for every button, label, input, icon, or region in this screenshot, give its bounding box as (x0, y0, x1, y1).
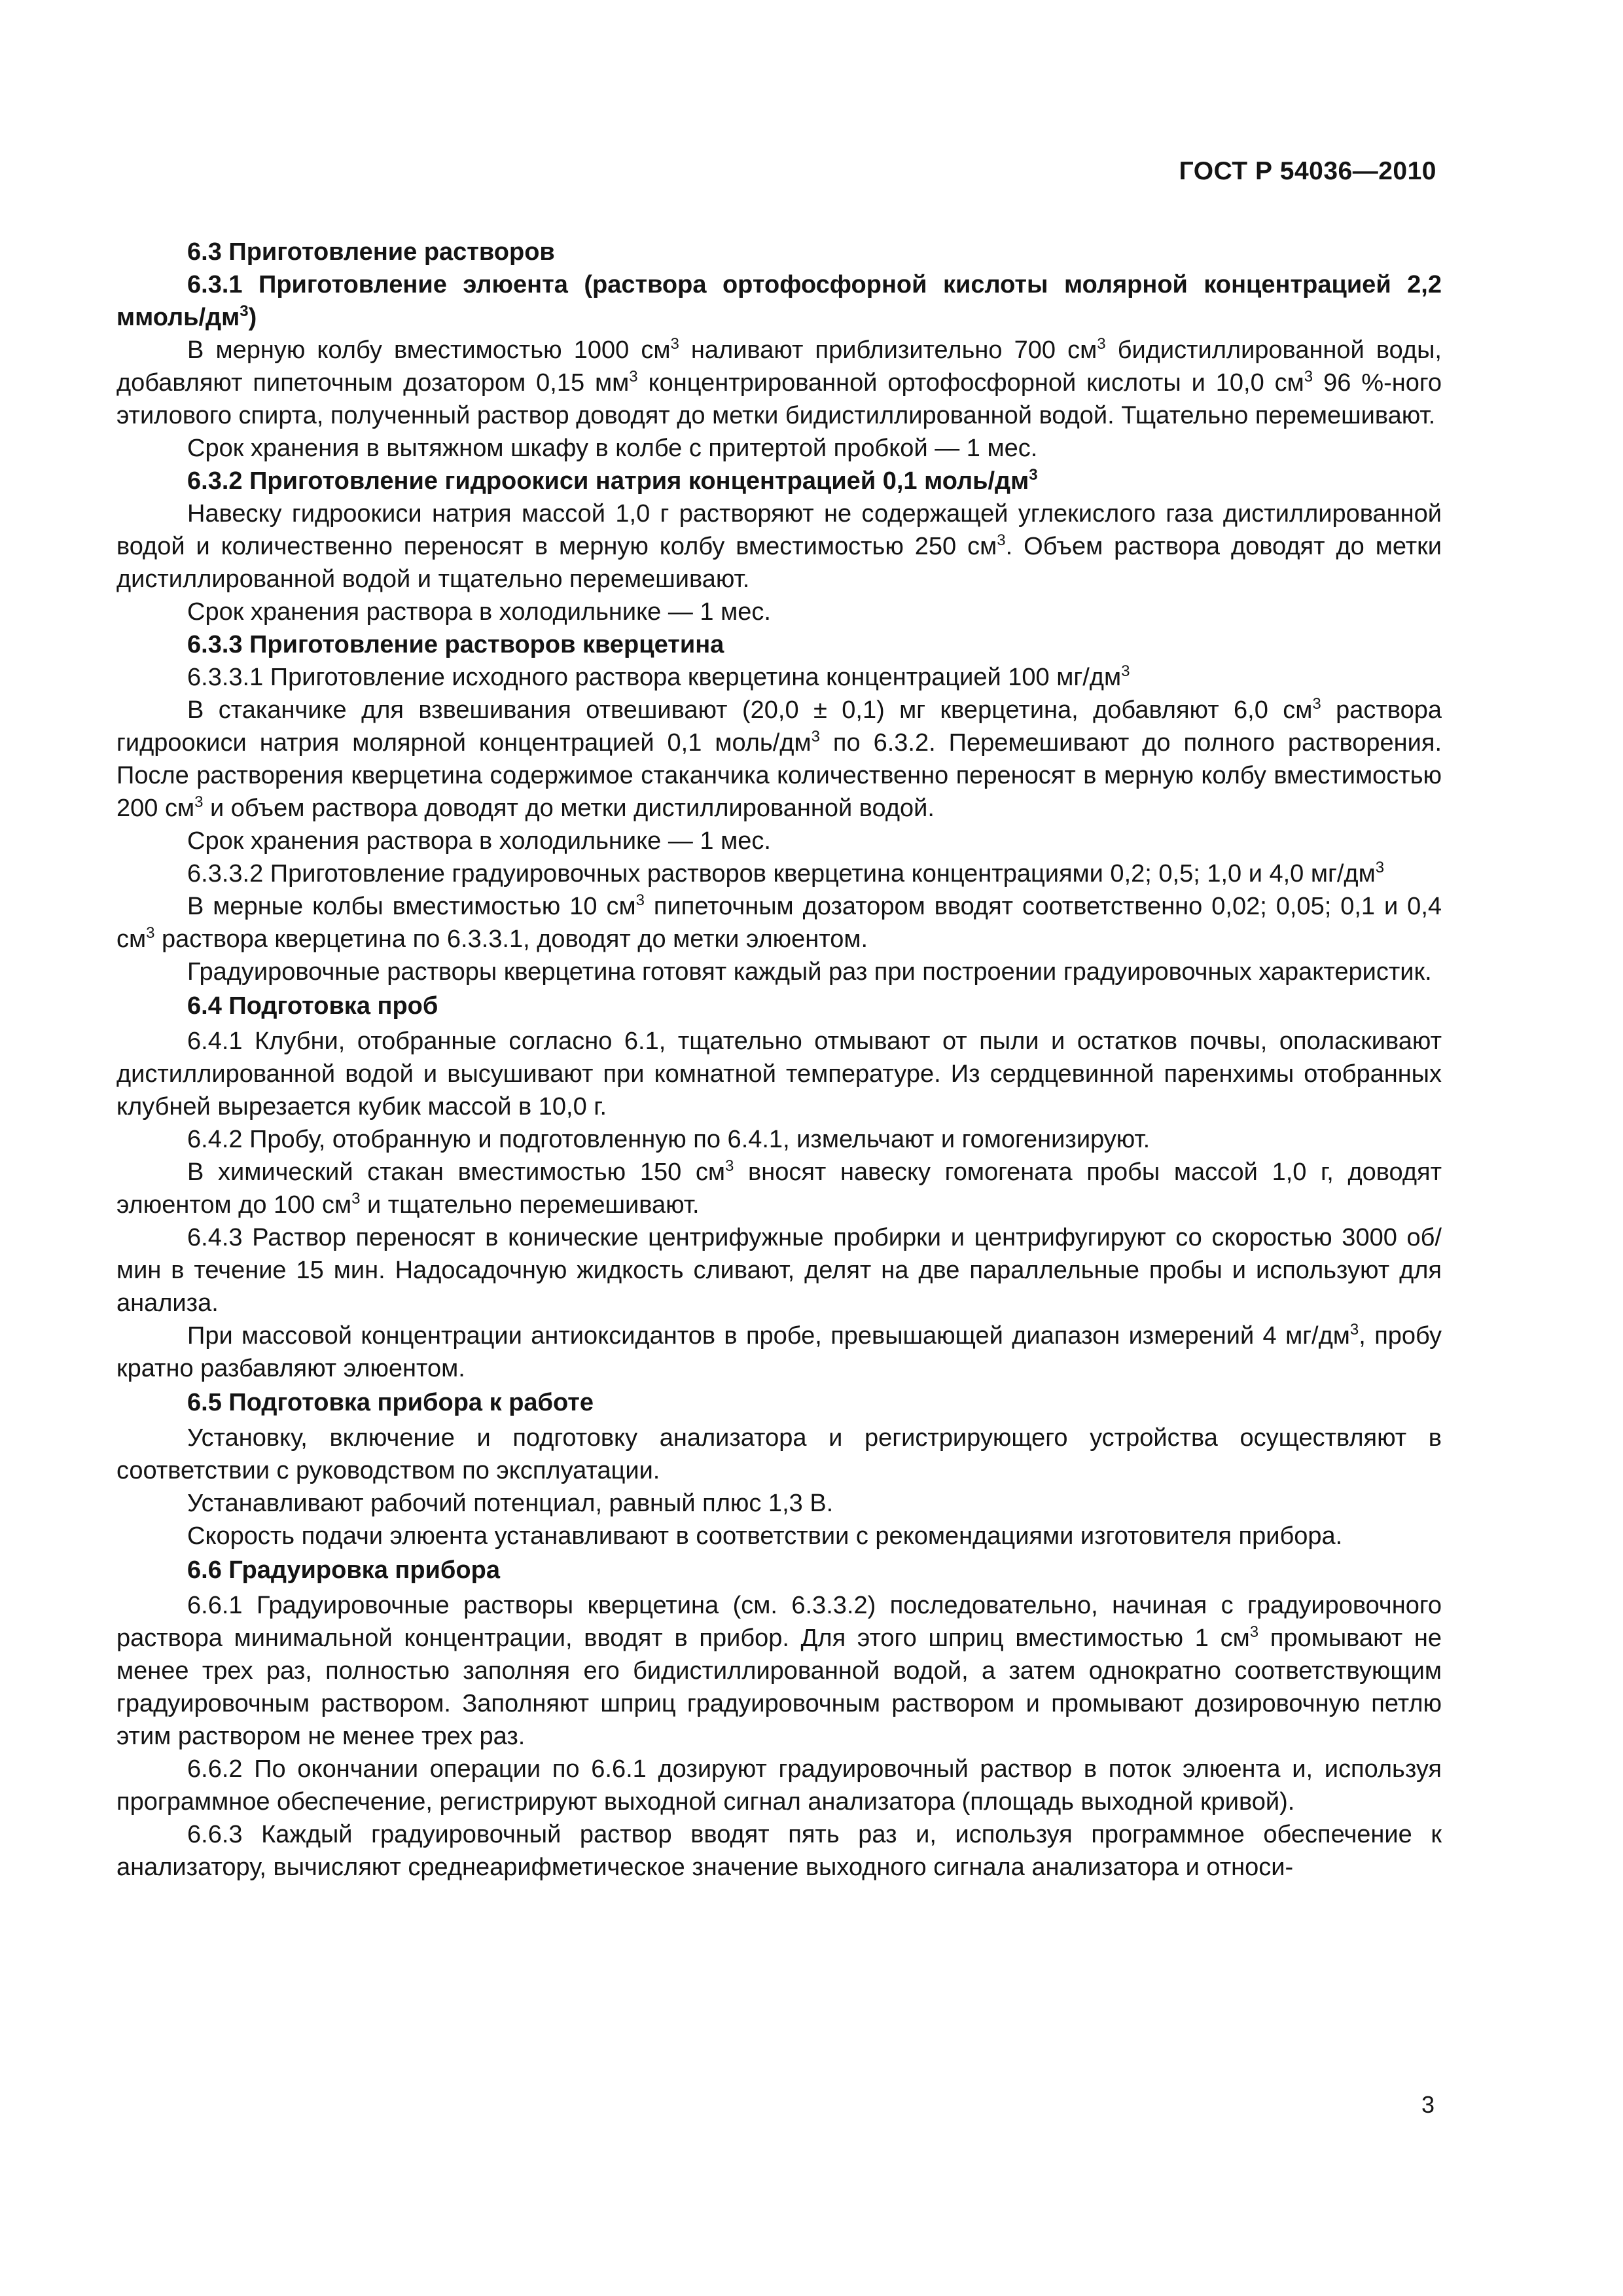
paragraph: В стаканчике для взвешивания отвешивают (20,0 ± 0,1) мг кверцетина, добавляют 6,0 $см^3$ раствора гидроокиси натрия молярной концентрацией 0,1 моль/$дм^3$ по 6.3.2. Перемешивают до полного растворения. После растворения кверцетина содержимое стаканчика количественно переносят в мерную колбу вместимостью 200 $см^3$ и объем раствора доводят до метки дистиллированной водой. (116, 695, 1442, 822)
section-heading-6-3: 6.3 Приготовление растворов (187, 238, 555, 266)
paragraph: В мерную колбу вместимостью 1000 $см^3$ наливают приблизительно 700 $см^3$ бидистиллированной воды, добавляют пипеточным дозатором 0,15 $мм^3$ концентрированной ортофосфорной кислоты и 10,0 $см^3$ 96 %-ного этилового спирта, полученный раствор доводят до метки бидистиллированной водой. Тщательно перемешивают. (116, 335, 1442, 429)
paragraph: 6.3.3.1 Приготовление исходного раствора кверцетина концентрацией 100 $мг/дм^3$ (187, 662, 1130, 691)
paragraph: При массовой концентрации антиоксидантов в пробе, превышающей диапазон измерений 4 $мг/дм^3$, пробу кратно разбавляют элюентом. (116, 1321, 1442, 1382)
paragraph: В мерные колбы вместимостью 10 $см^3$ пипеточным дозатором вводят соответственно 0,02; 0,05; 0,1 и 0,4 $см^3$ раствора кверцетина по 6.3.3.1, доводят до метки элюентом. (116, 891, 1442, 953)
paragraph: Срок хранения в вытяжном шкафу в колбе с притертой пробкой — 1 мес. (187, 435, 1038, 462)
paragraph: Навеску гидроокиси натрия массой 1,0 г растворяют не содержащей углекислого газа дистиллированной водой и количественно переносят в мерную колбу вместимостью 250 $см^3$. Объем раствора доводят до метки дистиллированной водой и тщательно перемешивают. (116, 500, 1442, 593)
subsection-heading-6-3-3: 6.3.3 Приготовление растворов кверцетина (187, 631, 724, 658)
paragraph: Установку, включение и подготовку анализатора и регистрирующего устройства осуществляют в соответствии с руководством по эксплуатации. (116, 1424, 1442, 1484)
paragraph: В химический стакан вместимостью 150 $см^3$ вносят навеску гомогената пробы массой 1,0 г, доводят элюентом до 100 $см^3$ и тщательно перемешивают. (116, 1157, 1442, 1219)
document-body (116, 236, 1442, 1884)
section-heading-6-6: 6.6 Градуировка прибора (187, 1556, 500, 1584)
paragraph: 6.4.3 Раствор переносят в конические центрифужные пробирки и центрифугируют со скоростью 3000 об/мин в течение 15 мин. Надосадочную жидкость сливают, делят на две параллельные пробы и используют для анализа. (116, 1224, 1442, 1317)
section-heading-6-5: 6.5 Подготовка прибора к работе (187, 1389, 594, 1416)
subsection-heading-6-3-1: 6.3.1 Приготовление элюента (раствора ортофосфорной кислоты молярной концентрацией 2,2 ммоль/$дм^3$) (116, 271, 1442, 331)
paragraph: 6.6.3 Каждый градуировочный раствор вводят пять раз и, используя программное обеспечение к анализатору, вычисляют среднеарифметическое значение выходного сигнала анализатора и относи- (116, 1821, 1442, 1881)
paragraph: Срок хранения раствора в холодильнике — 1 мес. (187, 827, 771, 855)
paragraph: 6.4.1 Клубни, отобранные согласно 6.1, тщательно отмывают от пыли и остатков почвы, ополаскивают дистиллированной водой и высушивают при комнатной температуре. Из сердцевинной паренхимы отобранных клубней вырезается кубик массой в 10,0 г. (116, 1028, 1442, 1121)
page-number: 3 (1421, 2091, 1435, 2118)
paragraph: 6.4.2 Пробу, отобранную и подготовленную по 6.4.1, измельчают и гомогенизируют. (187, 1126, 1150, 1153)
document-code: ГОСТ Р 54036—2010 (1179, 157, 1436, 185)
paragraph: Градуировочные растворы кверцетина готовят каждый раз при построении градуировочных характеристик. (187, 958, 1432, 986)
paragraph: Срок хранения раствора в холодильнике — 1 мес. (187, 598, 771, 626)
paragraph: 6.6.1 Градуировочные растворы кверцетина (см. 6.3.3.2) последовательно, начиная с градуировочного раствора минимальной концентрации, вводят в прибор. Для этого шприц вместимостью 1 $см^3$ промывают не менее трех раз, полностью заполняя его бидистиллированной водой, а затем однократно соответствующим градуировочным раствором. Заполняют шприц градуировочным раствором и промывают дозировочную петлю этим раствором не менее трех раз. (116, 1592, 1442, 1750)
paragraph: 6.3.3.2 Приготовление градуировочных растворов кверцетина концентрациями 0,2; 0,5; 1,0 и 4,0 $мг/дм^3$ (187, 859, 1385, 888)
paragraph: Устанавливают рабочий потенциал, равный плюс 1,3 В. (187, 1490, 834, 1517)
paragraph: 6.6.2 По окончании операции по 6.6.1 дозируют градуировочный раствор в поток элюента и, используя программное обеспечение, регистрируют выходной сигнал анализатора (площадь выходной кривой). (116, 1755, 1442, 1816)
subsection-heading-6-3-2: 6.3.2 Приготовление гидроокиси натрия концентрацией 0,1 моль/$дм^3$ (187, 466, 1038, 495)
section-heading-6-4: 6.4 Подготовка проб (187, 992, 438, 1020)
paragraph: Скорость подачи элюента устанавливают в соответствии с рекомендациями изготовителя прибора. (187, 1522, 1343, 1550)
